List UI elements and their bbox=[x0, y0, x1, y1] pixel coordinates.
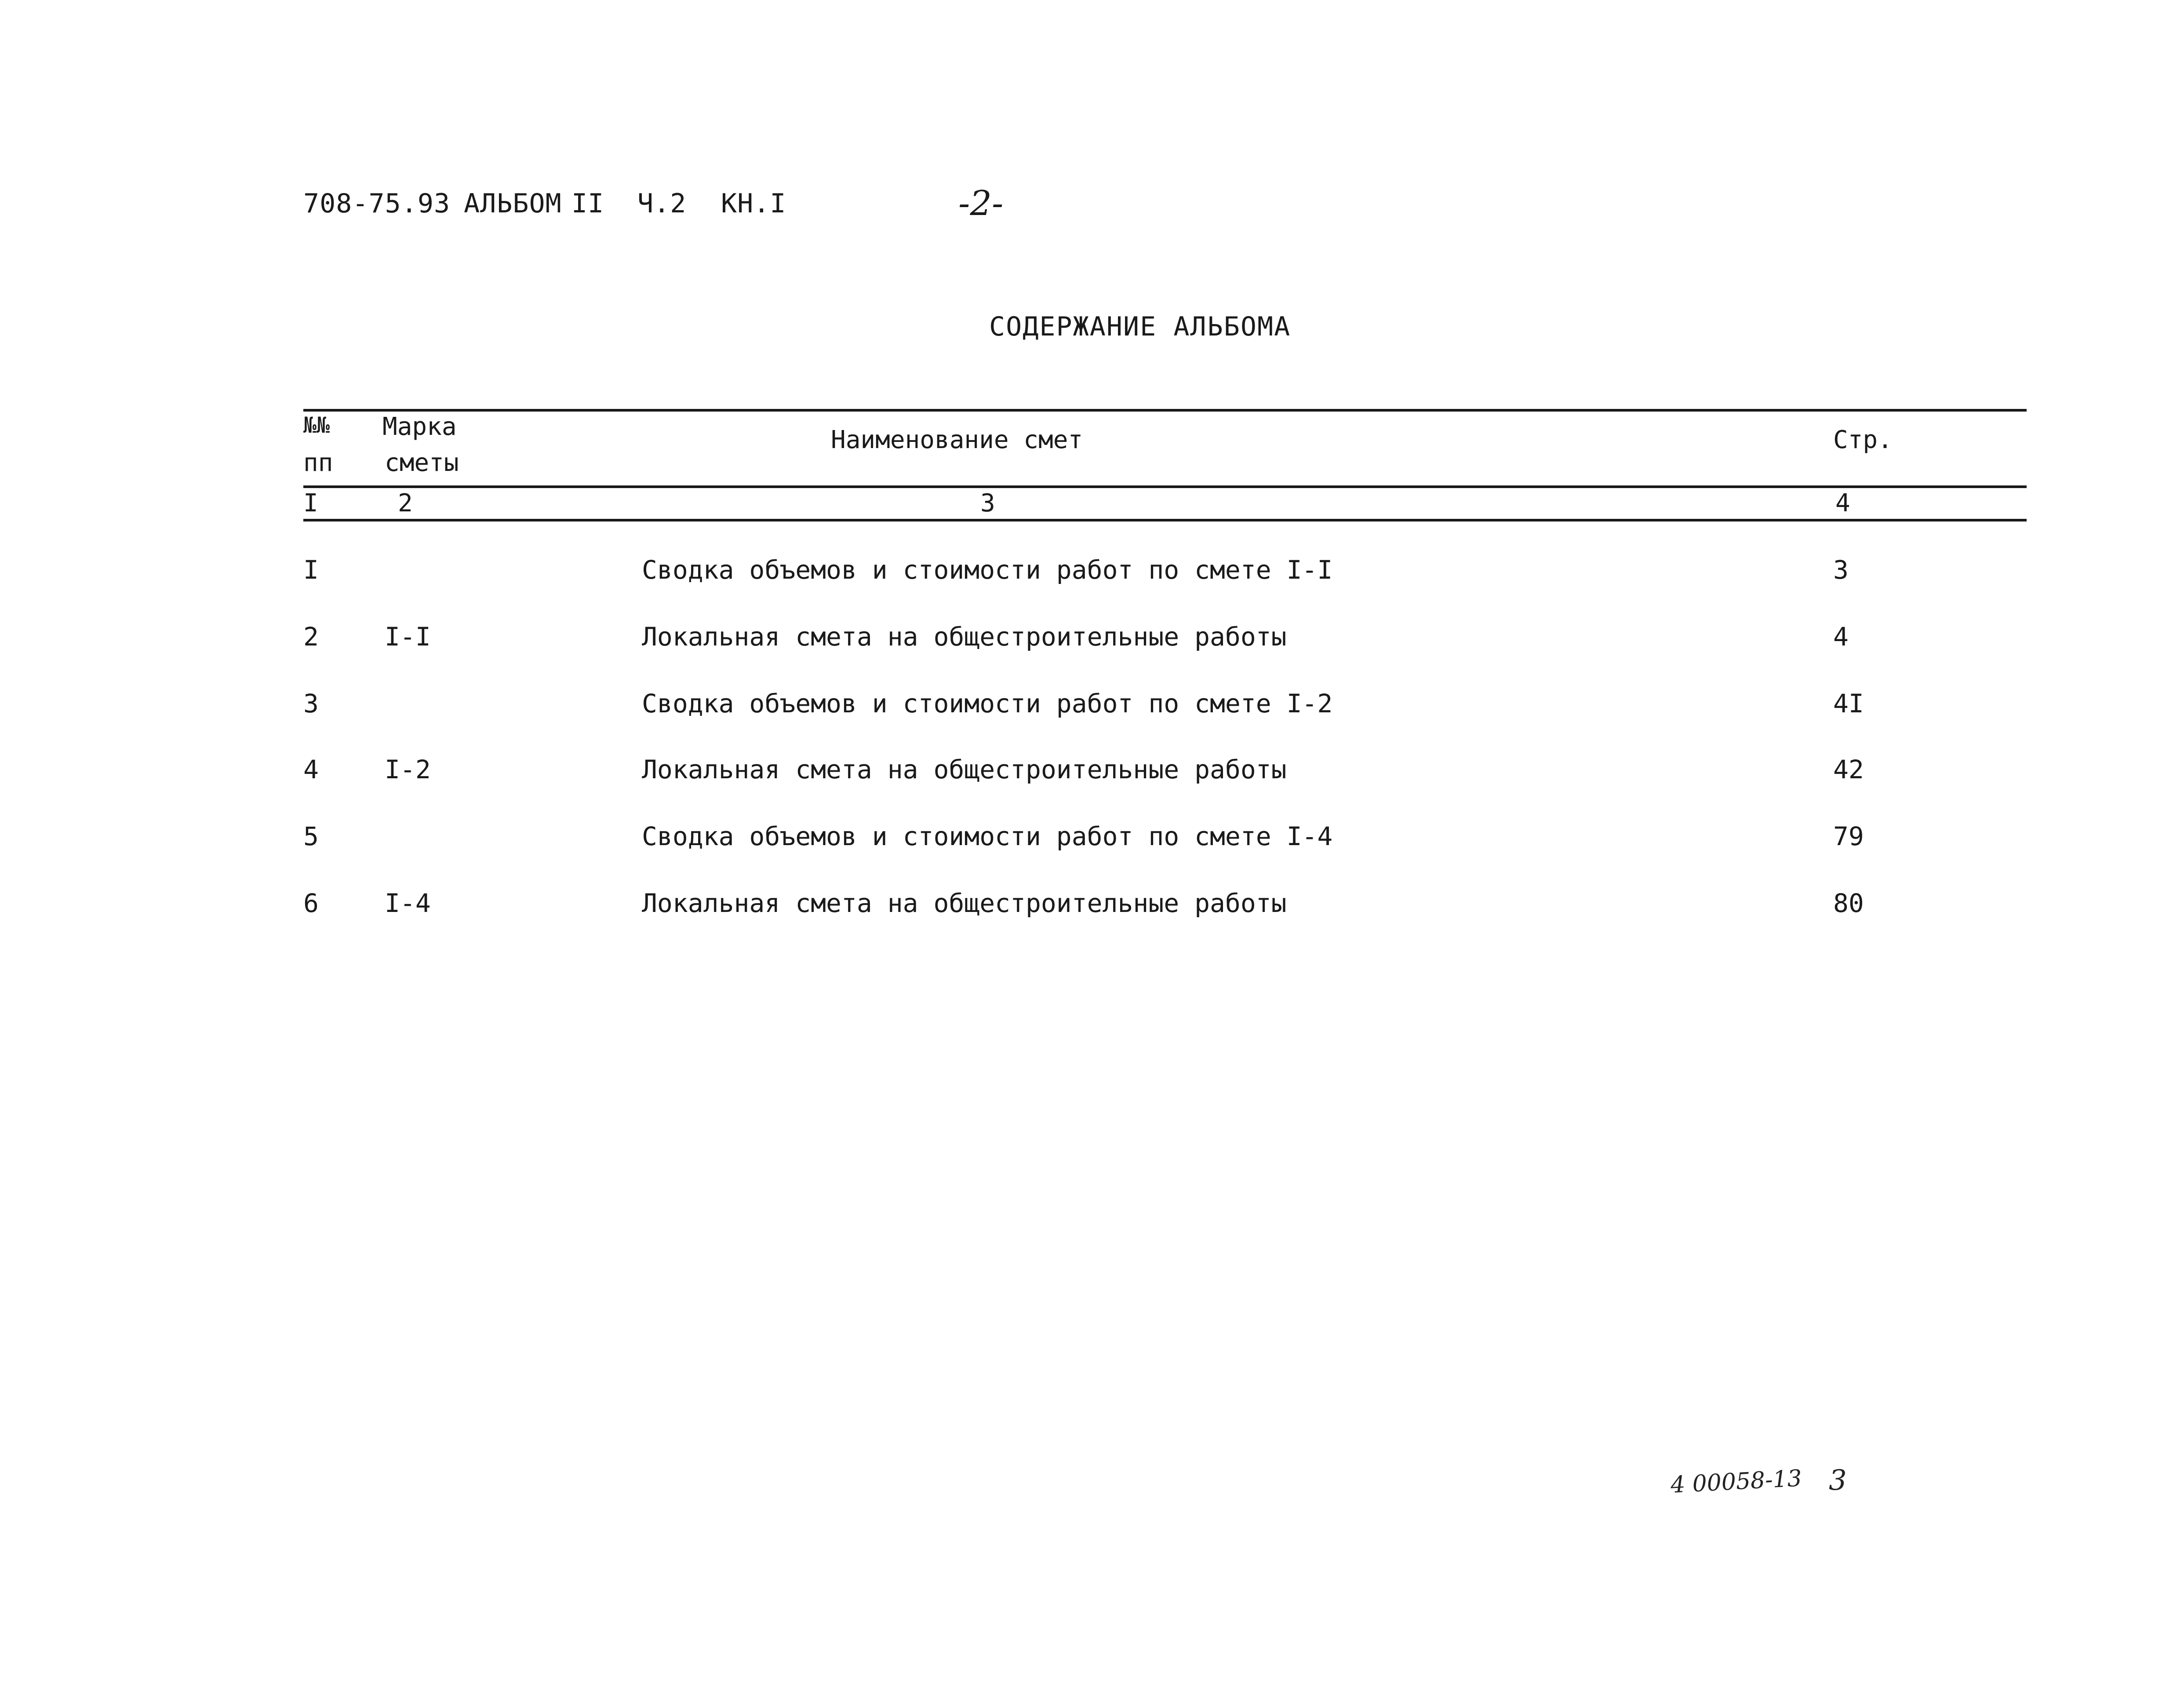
part-label: Ч.2 bbox=[637, 188, 687, 219]
col-header-mark-line2: сметы bbox=[385, 449, 459, 477]
table-row bbox=[0, 888, 2184, 932]
column-number-2: 2 bbox=[398, 489, 413, 518]
table-row bbox=[0, 755, 2184, 799]
page-title: СОДЕРЖАНИЕ АЛЬБОМА bbox=[989, 311, 1291, 342]
row-mark: I-4 bbox=[385, 888, 431, 918]
row-mark: I-I bbox=[385, 622, 431, 652]
col-header-mark-line1: Марка bbox=[382, 412, 457, 441]
page-number: -2- bbox=[958, 184, 1004, 223]
column-number-4: 4 bbox=[1835, 489, 1850, 518]
book-label: КН.I bbox=[721, 188, 786, 219]
album-label: АЛЬБОМ bbox=[464, 188, 562, 219]
table-row bbox=[0, 555, 2184, 599]
col-header-page: Стр. bbox=[1833, 426, 1893, 454]
row-name: Сводка объемов и стоимости работ по смете I-2 bbox=[642, 689, 1333, 718]
row-number: I bbox=[303, 555, 319, 585]
handwritten-code: 4 00058-13 bbox=[1670, 1465, 1803, 1499]
table-top-rule bbox=[303, 409, 2027, 412]
row-name: Локальная смета на общестроительные работы bbox=[642, 755, 1287, 784]
column-number-3: 3 bbox=[980, 489, 995, 518]
table-numbers-rule bbox=[303, 519, 2027, 521]
row-mark: I-2 bbox=[385, 755, 431, 784]
row-page: 42 bbox=[1833, 755, 1864, 784]
table-row bbox=[0, 622, 2184, 666]
col-header-name: Наименование смет bbox=[831, 426, 1083, 454]
table-row bbox=[0, 689, 2184, 733]
album-number: II bbox=[571, 188, 604, 219]
row-number: 5 bbox=[303, 821, 319, 851]
row-number: 4 bbox=[303, 755, 319, 784]
table-header-rule bbox=[303, 485, 2027, 488]
col-header-num-line2: пп bbox=[303, 449, 333, 477]
column-number-1: I bbox=[303, 489, 318, 518]
row-page: 79 bbox=[1833, 821, 1864, 851]
row-name: Локальная смета на общестроительные работы bbox=[642, 622, 1287, 652]
col-header-num-line1: №№ bbox=[303, 412, 330, 438]
document-code: 708-75.93 bbox=[303, 188, 451, 219]
handwritten-page-number: 3 bbox=[1829, 1464, 1847, 1497]
table-row bbox=[0, 821, 2184, 865]
row-page: 3 bbox=[1833, 555, 1849, 585]
row-number: 2 bbox=[303, 622, 319, 652]
row-number: 3 bbox=[303, 689, 319, 718]
row-page: 4I bbox=[1833, 689, 1864, 718]
row-number: 6 bbox=[303, 888, 319, 918]
row-name: Сводка объемов и стоимости работ по смете I-I bbox=[642, 555, 1333, 585]
row-name: Локальная смета на общестроительные работы bbox=[642, 888, 1287, 918]
row-name: Сводка объемов и стоимости работ по смете I-4 bbox=[642, 821, 1333, 851]
row-page: 4 bbox=[1833, 622, 1849, 652]
row-page: 80 bbox=[1833, 888, 1864, 918]
